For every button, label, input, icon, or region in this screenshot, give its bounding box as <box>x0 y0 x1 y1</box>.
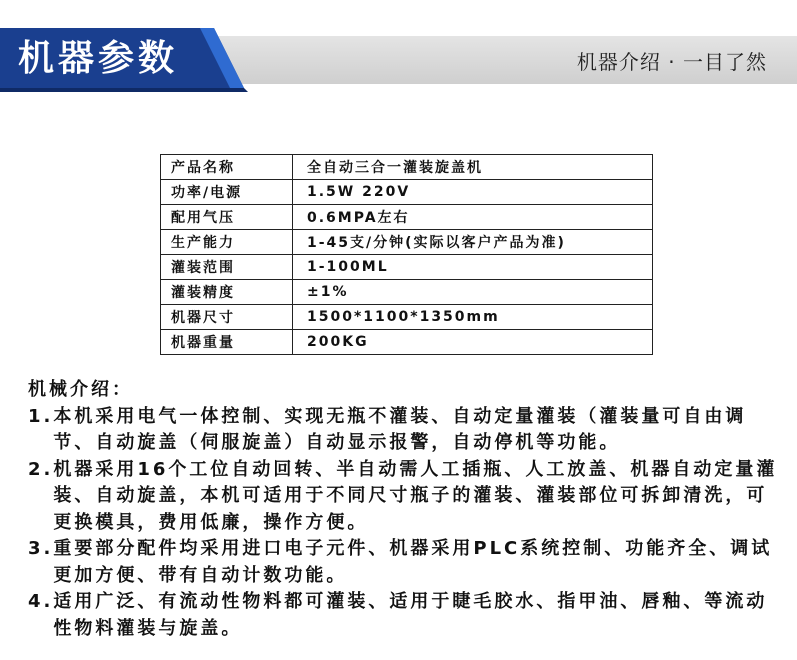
spec-value: ±1% <box>293 280 653 305</box>
table-row <box>161 255 653 280</box>
table-row <box>161 330 653 355</box>
spec-label: 灌装精度 <box>161 280 293 305</box>
spec-label: 机器尺寸 <box>161 305 293 330</box>
intro-item <box>28 457 778 537</box>
spec-value: 1-45支/分钟(实际以客户产品为准) <box>293 230 653 255</box>
spec-value: 200KG <box>293 330 653 355</box>
spec-label: 灌装范围 <box>161 255 293 280</box>
page-subtitle: 机器介绍 · 一目了然 <box>576 50 767 74</box>
spec-value: 0.6MPA左右 <box>293 205 653 230</box>
table-row <box>161 280 653 305</box>
table-row <box>161 230 653 255</box>
intro-item-number: 2. <box>28 458 54 480</box>
table-row <box>161 305 653 330</box>
spec-label: 产品名称 <box>161 155 293 180</box>
spec-table <box>160 154 653 355</box>
spec-label: 生产能力 <box>161 230 293 255</box>
intro-item-number: 1. <box>28 405 54 427</box>
intro-item <box>28 589 778 642</box>
spec-value: 1.5W 220V <box>293 180 653 205</box>
spec-value: 1-100ML <box>293 255 653 280</box>
page-title: 机器参数 <box>18 38 179 79</box>
intro-item-number: 4. <box>28 591 54 612</box>
table-row <box>161 180 653 205</box>
intro-item-text: 机器采用16个工位自动回转、半自动需人工插瓶、人工放盖、机器自动定量灌装、自动旋盖，本机可适用于不同尺寸瓶子的灌装、灌装部位可拆卸清洗，可更换模具，费用低廉，操作方便。 <box>53 458 778 533</box>
intro-item-text: 适用广泛、有流动性物料都可灌装、适用于睫毛胶水、指甲油、唇釉、等流动性物料灌装与旋盖。 <box>53 591 768 639</box>
intro-item <box>28 536 778 589</box>
spec-label: 功率/电源 <box>161 180 293 205</box>
table-row <box>161 155 653 180</box>
intro-item <box>28 404 778 457</box>
section-banner <box>0 26 797 92</box>
spec-label: 机器重量 <box>161 330 293 355</box>
spec-value: 1500*1100*1350mm <box>293 305 653 330</box>
intro-item-text: 重要部分配件均采用进口电子元件、机器采用PLC系统控制、功能齐全、调试更加方便、带有自动计数功能。 <box>53 538 773 586</box>
table-row <box>161 205 653 230</box>
intro-item-number: 3. <box>28 538 54 559</box>
intro-item-text: 本机采用电气一体控制、实现无瓶不灌装、自动定量灌装（灌装量可自由调节、自动旋盖（伺服旋盖）自动显示报警，自动停机等功能。 <box>53 405 747 453</box>
intro-heading: 机械介绍： <box>28 379 133 400</box>
spec-label: 配用气压 <box>161 205 293 230</box>
machine-intro <box>28 377 778 642</box>
spec-value: 全自动三合一灌装旋盖机 <box>293 155 653 180</box>
